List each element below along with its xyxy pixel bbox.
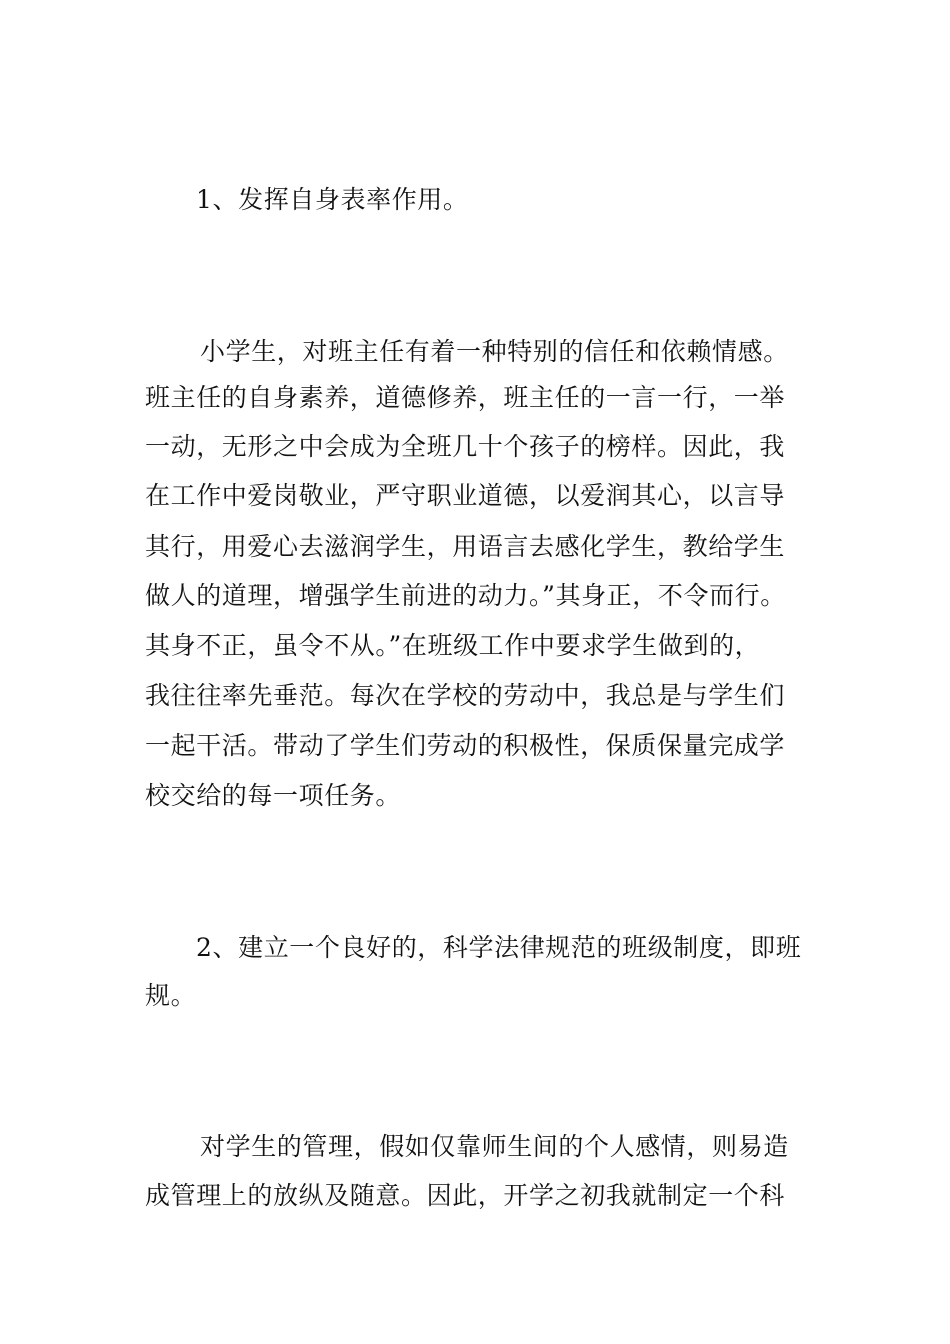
paragraph-line: 班主任的自身素养，道德修养，班主任的一言一行，一举 [145,383,786,412]
heading-line: 2、建立一个良好的，科学法律规范的班级制度，即班 [196,933,802,962]
paragraph-line: 其行，用爱心去滋润学生，用语言去感化学生，教给学生 [145,532,786,561]
paragraph-line: 一动，无形之中会成为全班几十个孩子的榜样。因此，我 [145,432,786,461]
paragraph-line: 校交给的每一项任务。 [145,781,402,810]
paragraph-line: 成管理上的放纵及随意。因此，开学之初我就制定一个科 [145,1181,786,1210]
paragraph-line: 做人的道理，增强学生前进的动力。”其身正，不令而行。 [145,581,786,610]
paragraph-line: 我往往率先垂范。每次在学校的劳动中，我总是与学生们 [145,681,786,710]
paragraph-line: 一起干活。带动了学生们劳动的积极性，保质保量完成学 [145,731,786,760]
paragraph-line: 小学生，对班主任有着一种特别的信任和依赖情感。 [200,337,789,366]
paragraph-line: 对学生的管理，假如仅靠师生间的个人感情，则易造 [200,1132,789,1161]
paragraph-line: 其身不正，虽令不从。”在班级工作中要求学生做到的， [145,631,761,660]
heading-line: 规。 [145,981,197,1010]
paragraph-line: 在工作中爱岗敬业，严守职业道德，以爱润其心，以言导 [145,481,786,510]
section-heading-1: 1、发挥自身表率作用。 [196,185,469,214]
